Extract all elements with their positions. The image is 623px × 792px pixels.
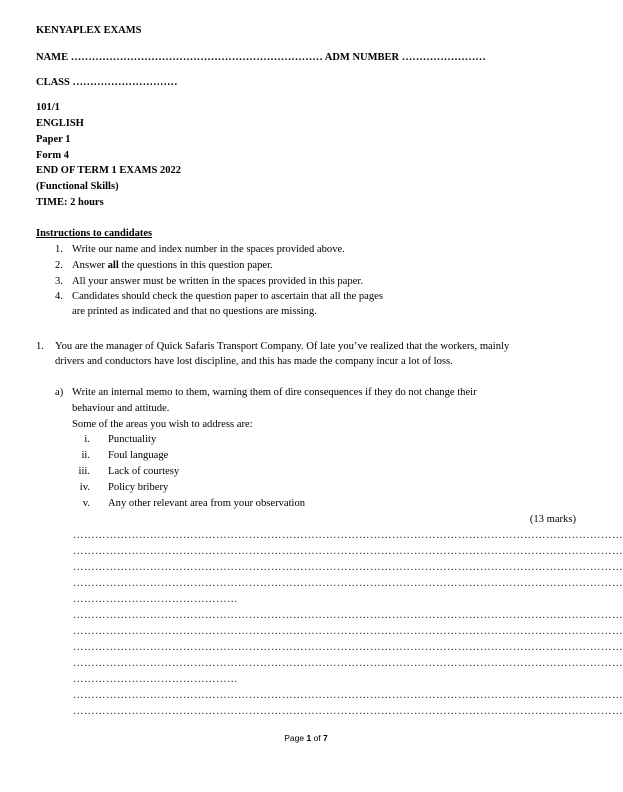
part-text: Write an internal memo to them, warning them of dire consequences if they do not change their	[72, 387, 477, 398]
class-row	[36, 77, 177, 88]
part-text-cont: Some of the areas you wish to address are:	[72, 419, 253, 430]
answer-line[interactable]: ……………………………………………………………………………………………………………………………………	[73, 642, 623, 653]
question-text-cont: drivers and conductors have lost discipline, and this has made the company incur a lot of loss.	[55, 356, 453, 367]
area-num: v.	[82, 498, 90, 509]
instruction-text-cont: are printed as indicated and that no questions are missing.	[72, 306, 317, 317]
instructions-title: Instructions to candidates	[36, 228, 153, 239]
area-num: ii.	[81, 450, 90, 461]
answer-line[interactable]: ……………………………………………………………………………………………………………………………………	[73, 578, 623, 589]
area-text: Any other relevant area from your observation	[108, 498, 306, 509]
answer-line[interactable]: ……………………………………………………………………………………………………………………………………	[73, 610, 623, 621]
answer-line[interactable]: ……………………………………………………………………………………………………………………………………	[73, 658, 623, 669]
answer-line[interactable]: ……………………………………………………………………………………………………………………………………	[73, 706, 623, 717]
instruction-item: 2.	[55, 260, 63, 271]
paper-form: Form 4	[36, 150, 69, 161]
answer-line[interactable]: ……………………………………………………………………………………………………………………………………	[73, 530, 623, 541]
paper-code: 101/1	[36, 102, 60, 113]
instruction-text: Answer all the questions in this question paper.	[72, 260, 273, 271]
answer-line-short[interactable]: ………………………………………	[73, 674, 238, 685]
paper-exam: END OF TERM 1 EXAMS 2022	[36, 165, 181, 176]
area-num: i.	[84, 434, 90, 445]
question-text: You are the manager of Quick Safaris Transport Company. Of late you’ve realized that the workers, mainly	[55, 341, 510, 352]
instruction-text: Candidates should check the question paper to ascertain that all the pages	[72, 291, 383, 302]
instruction-text: Write our name and index number in the spaces provided above.	[72, 244, 345, 255]
name-row	[36, 52, 486, 63]
instruction-item: 3.	[55, 276, 63, 287]
name-field[interactable]: ………………………………………………………………	[70, 52, 323, 63]
adm-label: ADM NUMBER	[324, 52, 400, 63]
school-name: KENYAPLEX EXAMS	[36, 25, 142, 36]
class-label: CLASS	[36, 77, 70, 88]
instruction-item: 1.	[55, 244, 63, 255]
paper-number: Paper 1	[36, 134, 71, 145]
paper-subject: ENGLISH	[36, 118, 84, 129]
part-label: a)	[55, 387, 64, 398]
answer-line[interactable]: ……………………………………………………………………………………………………………………………………	[73, 626, 623, 637]
adm-field[interactable]: ……………………	[401, 52, 486, 63]
paper-time: TIME: 2 hours	[36, 197, 104, 208]
answer-line[interactable]: ……………………………………………………………………………………………………………………………………	[73, 546, 623, 557]
area-text: Policy bribery	[108, 482, 169, 493]
area-num: iii.	[78, 466, 90, 477]
name-label: NAME	[36, 52, 69, 63]
answer-line-short[interactable]: ………………………………………	[73, 594, 238, 605]
page-number: Page 1 of 7	[284, 733, 328, 743]
paper-type: (Functional Skills)	[36, 181, 119, 192]
marks: (13 marks)	[529, 514, 576, 525]
answer-line[interactable]: ……………………………………………………………………………………………………………………………………	[73, 690, 623, 701]
instruction-text: All your answer must be written in the spaces provided in this paper.	[72, 276, 363, 287]
area-text: Lack of courtesy	[108, 466, 180, 477]
instruction-item: 4.	[55, 291, 63, 302]
area-num: iv.	[79, 482, 90, 493]
class-field[interactable]: …………………………	[72, 77, 178, 88]
answer-line[interactable]: ……………………………………………………………………………………………………………………………………	[73, 562, 623, 573]
question-number: 1.	[36, 341, 44, 352]
area-text: Punctuality	[108, 434, 157, 445]
emphasis: all	[107, 260, 119, 271]
part-text-cont: behaviour and attitude.	[72, 403, 170, 414]
area-text: Foul language	[108, 450, 169, 461]
